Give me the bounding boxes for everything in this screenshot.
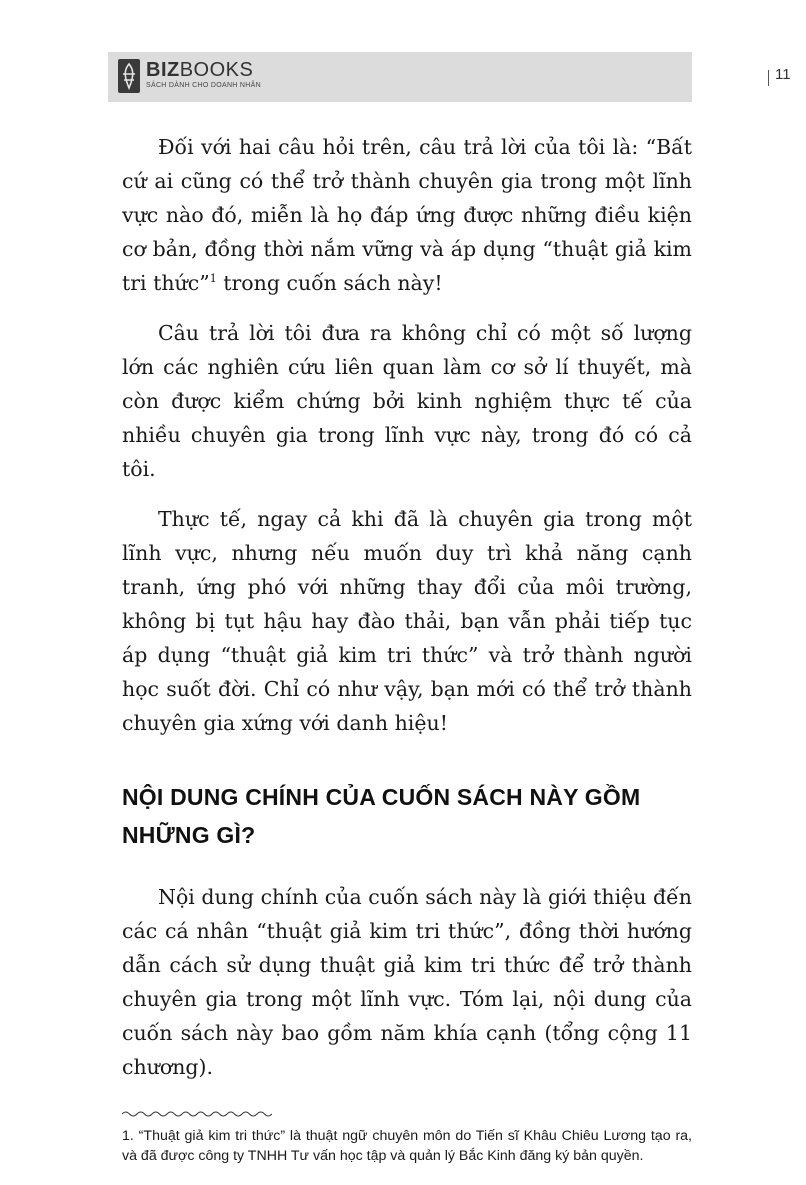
page-number: 11	[775, 66, 791, 83]
brand-bold: BIZ	[146, 59, 180, 81]
paragraph: Nội dung chính của cuốn sách này là giới thiệu đến các cá nhân “thuật giả kim tri thức”, đồng thời hướng dẫn cách sử dụng thuật giả kim tri thức để trở thành chuyên gia trong một lĩnh vực. Tóm lại, nội dung của cuốn sách này bao gồm năm khía cạnh (tổng cộng 11 chương).	[122, 885, 692, 1079]
paragraph-text-tail: trong cuốn sách này!	[216, 271, 443, 295]
paragraph: Thực tế, ngay cả khi đã là chuyên gia trong một lĩnh vực, nhưng nếu muốn duy trì khả năng cạnh tranh, ứng phó với những thay đổi của môi trường, không bị tụt hậu hay đào thải, bạn vẫn phải tiếp tục áp dụng “thuật giả kim tri thức” và trở thành người học suốt đời. Chỉ có như vậy, bạn mới có thể trở thành chuyên gia xứng với danh hiệu!	[122, 507, 692, 735]
brand-name	[146, 59, 253, 81]
brand-light: BOOKS	[179, 59, 254, 81]
page-number-divider	[768, 70, 769, 86]
bizbooks-logo-icon	[118, 59, 140, 93]
paragraph: Câu trả lời tôi đưa ra không chỉ có một số lượng lớn các nghiên cứu liên quan làm cơ sở lí thuyết, mà còn được kiểm chứng bởi kinh nghiệm thực tế của nhiều chuyên gia trong lĩnh vực này, trong đó có cả tôi.	[122, 321, 692, 481]
running-header	[108, 52, 791, 102]
footnote: 1. “Thuật giả kim tri thức” là thuật ngữ chuyên môn do Tiến sĩ Khâu Chiêu Lương tạo ra, và đã được công ty TNHH Tư vấn học tập và quản lý Bắc Kinh đăng ký bản quyền.	[122, 1128, 692, 1164]
section-heading: NỘI DUNG CHÍNH CỦA CUỐN SÁCH NÀY GỒM NHỮNG GÌ?	[122, 784, 641, 848]
footnote-reference: 1	[209, 272, 217, 285]
paragraph-text: Đối với hai câu hỏi trên, câu trả lời của tôi là: “Bất cứ ai cũng có thể trở thành chuyên gia trong một lĩnh vực nào đó, miễn là họ đáp ứng được những điều kiện cơ bản, đồng thời nắm vững và áp dụng “thuật giả kim tri thức”	[122, 135, 692, 295]
page-body	[122, 130, 692, 1166]
brand-tagline: SÁCH DÀNH CHO DOANH NHÂN	[146, 82, 261, 89]
paragraph	[122, 130, 692, 300]
footnote-divider	[122, 1110, 272, 1118]
